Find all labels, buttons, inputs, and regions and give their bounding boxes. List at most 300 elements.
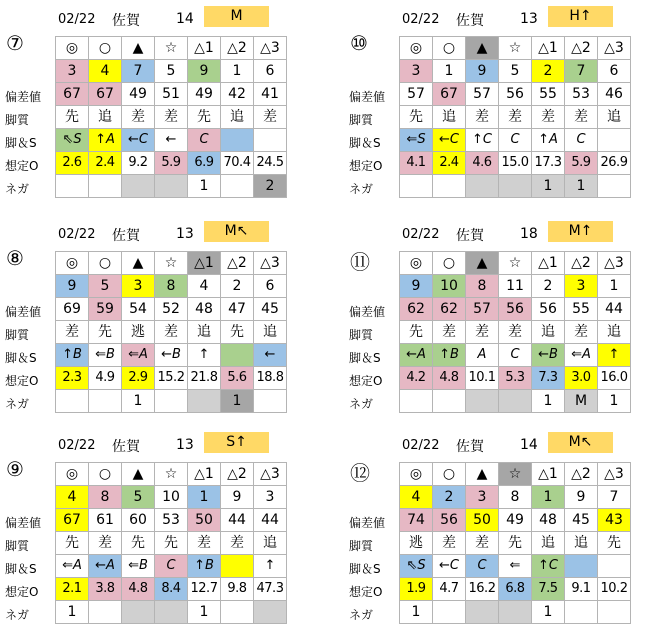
field-size: 14 [520, 437, 538, 453]
table-cell: ⇐ [499, 555, 532, 578]
table-cell: 3 [122, 275, 155, 298]
table-cell: ↑C [466, 129, 499, 152]
row-label: ネガ [5, 608, 30, 622]
grade-badge: S↑ [204, 432, 269, 453]
race-venue: 佐賀 [456, 439, 484, 455]
table-row [56, 152, 287, 175]
table-cell: ⇐B [89, 344, 122, 367]
row-label: 偏差値 [349, 305, 386, 319]
table-cell: 9 [400, 275, 433, 298]
table-cell: 4.8 [433, 367, 466, 390]
row-label: 脚質 [5, 113, 30, 127]
table-cell: 5.9 [565, 152, 598, 175]
table-cell: 4.8 [122, 578, 155, 601]
table-cell [565, 555, 598, 578]
table-cell: ◎ [56, 463, 89, 486]
table-cell: 10 [155, 486, 188, 509]
table-cell: △1 [188, 252, 221, 275]
table-row [56, 463, 287, 486]
table-cell: 差 [254, 106, 287, 129]
table-cell: △2 [221, 463, 254, 486]
table-cell: 追 [254, 321, 287, 344]
table-cell: 7.3 [532, 367, 565, 390]
race-venue: 佐賀 [112, 439, 140, 455]
table-cell: 差 [466, 321, 499, 344]
race-panel [0, 3, 325, 213]
table-cell: 3 [466, 486, 499, 509]
table-row [400, 298, 631, 321]
table-cell: ○ [433, 252, 466, 275]
row-label: 想定O [5, 374, 39, 388]
grade-badge: M↖ [548, 432, 613, 453]
table-cell [122, 601, 155, 624]
table-cell: 56 [499, 298, 532, 321]
table-cell: △2 [565, 463, 598, 486]
table-cell: 7 [122, 60, 155, 83]
table-cell: 21.8 [188, 367, 221, 390]
table-cell [598, 129, 631, 152]
table-cell: 差 [155, 321, 188, 344]
table-cell: ←C [433, 555, 466, 578]
table-cell: 追 [532, 321, 565, 344]
table-cell: 4.7 [433, 578, 466, 601]
table-cell: 追 [598, 106, 631, 129]
table-cell: 3 [56, 60, 89, 83]
table-cell [598, 555, 631, 578]
table-cell: 5 [122, 486, 155, 509]
prediction-table [55, 462, 287, 624]
table-cell: 53 [155, 509, 188, 532]
table-cell: 26.9 [598, 152, 631, 175]
table-cell: 56 [532, 298, 565, 321]
table-cell: ← [155, 129, 188, 152]
table-cell: 50 [188, 509, 221, 532]
table-cell: 67 [56, 509, 89, 532]
table-cell [254, 390, 287, 413]
table-cell: ▲ [122, 37, 155, 60]
table-cell: 51 [155, 83, 188, 106]
table-row [56, 390, 287, 413]
table-cell: △2 [565, 252, 598, 275]
table-cell: ○ [89, 252, 122, 275]
race-date: 02/22 [402, 438, 440, 453]
table-row [400, 275, 631, 298]
table-row [400, 106, 631, 129]
row-label: 脚＆S [349, 136, 381, 150]
table-row [400, 37, 631, 60]
table-cell: 9 [466, 60, 499, 83]
grade-badge: M↖ [204, 221, 269, 242]
table-cell: ○ [433, 463, 466, 486]
table-cell: 2.6 [56, 152, 89, 175]
table-cell [466, 175, 499, 198]
table-cell: 2.3 [56, 367, 89, 390]
table-cell: 追 [221, 106, 254, 129]
table-cell: △3 [254, 37, 287, 60]
table-cell: 差 [56, 321, 89, 344]
table-cell: 9 [56, 275, 89, 298]
table-cell: C [499, 129, 532, 152]
prediction-table [55, 36, 287, 198]
table-cell: 55 [532, 83, 565, 106]
field-size: 13 [176, 226, 194, 242]
table-cell [56, 175, 89, 198]
table-cell: △1 [532, 463, 565, 486]
table-cell: 3.8 [89, 578, 122, 601]
table-cell: 2.4 [89, 152, 122, 175]
table-cell: 3.0 [565, 367, 598, 390]
row-label: 脚＆S [5, 351, 37, 365]
table-row [400, 344, 631, 367]
table-cell: 1 [532, 601, 565, 624]
table-cell [499, 601, 532, 624]
table-cell: 53 [565, 83, 598, 106]
table-cell: 6.9 [188, 152, 221, 175]
table-cell: ▲ [466, 252, 499, 275]
table-cell: △2 [565, 37, 598, 60]
table-cell: 61 [89, 509, 122, 532]
race-number: ⑩ [350, 31, 368, 55]
grade-badge: M [204, 6, 269, 27]
row-label: 脚＆S [5, 562, 37, 576]
table-cell: 先 [56, 532, 89, 555]
table-cell: 15.0 [499, 152, 532, 175]
table-cell: 1 [221, 60, 254, 83]
table-row [56, 37, 287, 60]
row-label: 脚＆S [349, 562, 381, 576]
row-label: 想定O [349, 374, 383, 388]
table-cell: C [155, 555, 188, 578]
table-cell: 59 [89, 298, 122, 321]
table-cell: ○ [89, 463, 122, 486]
table-cell: 4.2 [400, 367, 433, 390]
race-panel [344, 429, 666, 639]
table-row [56, 555, 287, 578]
field-size: 13 [176, 437, 194, 453]
table-row [400, 367, 631, 390]
table-cell: 逃 [400, 532, 433, 555]
table-cell: 5.6 [221, 367, 254, 390]
table-cell: 先 [400, 106, 433, 129]
table-cell: 先 [221, 321, 254, 344]
table-cell [598, 601, 631, 624]
table-row [400, 321, 631, 344]
table-cell: 9 [565, 486, 598, 509]
table-cell: △3 [254, 463, 287, 486]
table-cell: △1 [188, 463, 221, 486]
table-cell: ←B [532, 344, 565, 367]
table-cell: 57 [466, 298, 499, 321]
grade-badge: H↑ [548, 6, 613, 27]
table-cell: 67 [433, 83, 466, 106]
table-row [400, 532, 631, 555]
race-date: 02/22 [58, 12, 96, 27]
table-row [56, 532, 287, 555]
table-cell: 50 [466, 509, 499, 532]
race-date: 02/22 [58, 438, 96, 453]
table-row [56, 578, 287, 601]
table-cell: C [565, 129, 598, 152]
table-cell: 1 [122, 390, 155, 413]
table-cell [89, 390, 122, 413]
table-row [56, 486, 287, 509]
table-cell: ◎ [400, 252, 433, 275]
table-row [400, 463, 631, 486]
field-size: 18 [520, 226, 538, 242]
table-cell: 差 [433, 532, 466, 555]
grade-badge: M↑ [548, 221, 613, 242]
table-row [400, 486, 631, 509]
table-cell: 15.2 [155, 367, 188, 390]
table-cell [400, 175, 433, 198]
table-cell [400, 390, 433, 413]
table-cell [155, 601, 188, 624]
table-cell: 2 [433, 486, 466, 509]
table-cell: 62 [433, 298, 466, 321]
table-cell: ←A [400, 344, 433, 367]
table-cell: 48 [532, 509, 565, 532]
table-row [400, 83, 631, 106]
row-label: 偏差値 [349, 516, 386, 530]
table-cell: 先 [122, 532, 155, 555]
table-cell: 先 [499, 532, 532, 555]
table-cell: 55 [565, 298, 598, 321]
table-cell: 3 [254, 486, 287, 509]
table-cell: 49 [188, 83, 221, 106]
table-cell: 10.1 [466, 367, 499, 390]
table-cell: 2 [254, 175, 287, 198]
table-cell: 2.4 [433, 152, 466, 175]
table-cell: ☆ [499, 252, 532, 275]
table-cell: 45 [254, 298, 287, 321]
table-cell: 9.2 [122, 152, 155, 175]
table-cell: 42 [221, 83, 254, 106]
table-cell: 差 [466, 106, 499, 129]
table-cell: 10.2 [598, 578, 631, 601]
table-cell: 9 [188, 60, 221, 83]
table-cell: ▲ [466, 463, 499, 486]
table-cell: ☆ [155, 463, 188, 486]
table-cell: 7 [565, 60, 598, 83]
table-cell: 12.7 [188, 578, 221, 601]
race-date: 02/22 [402, 227, 440, 242]
table-cell: ○ [89, 37, 122, 60]
table-cell: 1 [532, 486, 565, 509]
table-row [56, 106, 287, 129]
table-cell: 74 [400, 509, 433, 532]
table-cell: 先 [89, 321, 122, 344]
table-cell: 差 [122, 106, 155, 129]
table-cell: 5 [155, 60, 188, 83]
table-cell: 追 [89, 106, 122, 129]
table-cell: C [499, 344, 532, 367]
table-cell: ←C [433, 129, 466, 152]
race-number: ⑨ [6, 457, 24, 481]
table-cell: 1 [532, 390, 565, 413]
table-cell: 5.3 [499, 367, 532, 390]
table-cell: ↑B [56, 344, 89, 367]
table-cell: 67 [89, 83, 122, 106]
table-cell: 8 [155, 275, 188, 298]
table-cell: △2 [221, 37, 254, 60]
table-row [56, 275, 287, 298]
table-cell: 9 [221, 486, 254, 509]
row-label: 脚質 [349, 113, 374, 127]
table-cell: 追 [188, 321, 221, 344]
row-label: 脚＆S [349, 351, 381, 365]
table-cell [598, 175, 631, 198]
table-cell: 9.1 [565, 578, 598, 601]
table-row [56, 509, 287, 532]
table-cell: 44 [221, 509, 254, 532]
table-cell [221, 129, 254, 152]
table-cell: 47.3 [254, 578, 287, 601]
row-label: 偏差値 [5, 516, 42, 530]
table-cell: 10 [433, 275, 466, 298]
table-cell: 4.1 [400, 152, 433, 175]
table-cell: 差 [499, 321, 532, 344]
table-cell: 8 [466, 275, 499, 298]
table-cell: 5 [499, 60, 532, 83]
table-cell: 先 [155, 532, 188, 555]
table-cell [89, 601, 122, 624]
row-label: 脚質 [5, 539, 30, 553]
table-cell [254, 129, 287, 152]
table-cell: 16.2 [466, 578, 499, 601]
table-cell: 1 [598, 275, 631, 298]
race-panel [0, 218, 325, 428]
table-cell: 差 [221, 532, 254, 555]
table-cell: ▲ [466, 37, 499, 60]
table-cell [221, 344, 254, 367]
table-cell [221, 601, 254, 624]
table-cell: 49 [122, 83, 155, 106]
table-cell: 2 [221, 275, 254, 298]
table-row [56, 129, 287, 152]
table-row [400, 578, 631, 601]
table-cell: ◎ [56, 37, 89, 60]
table-cell: 8 [89, 486, 122, 509]
table-cell: 1 [532, 175, 565, 198]
table-cell: 追 [598, 321, 631, 344]
table-row [400, 509, 631, 532]
table-cell: 7 [598, 486, 631, 509]
race-date: 02/22 [58, 227, 96, 242]
table-cell: 69 [56, 298, 89, 321]
table-row [400, 601, 631, 624]
table-cell: 2.1 [56, 578, 89, 601]
table-cell: 1 [188, 175, 221, 198]
table-cell: 56 [499, 83, 532, 106]
table-cell: 2 [532, 275, 565, 298]
table-row [56, 60, 287, 83]
race-number: ⑧ [6, 246, 24, 270]
table-cell [499, 390, 532, 413]
table-cell: 4 [56, 486, 89, 509]
field-size: 14 [176, 11, 194, 27]
table-cell: C [466, 555, 499, 578]
table-row [400, 175, 631, 198]
table-row [56, 83, 287, 106]
table-cell: 差 [499, 106, 532, 129]
table-cell [56, 390, 89, 413]
table-cell: ◎ [400, 463, 433, 486]
table-cell [565, 601, 598, 624]
table-cell: 差 [532, 106, 565, 129]
table-cell [155, 175, 188, 198]
table-cell: △3 [254, 252, 287, 275]
row-label: 脚質 [5, 328, 30, 342]
table-cell: ⇐A [122, 344, 155, 367]
race-venue: 佐賀 [112, 228, 140, 244]
table-cell: 8.4 [155, 578, 188, 601]
table-cell: 1.9 [400, 578, 433, 601]
table-cell: 追 [565, 532, 598, 555]
table-cell: 57 [466, 83, 499, 106]
row-label: ネガ [5, 397, 30, 411]
row-label: ネガ [349, 397, 374, 411]
table-cell: 3 [565, 275, 598, 298]
table-cell: 1 [598, 390, 631, 413]
table-cell [499, 175, 532, 198]
table-cell: 52 [155, 298, 188, 321]
table-cell: 56 [433, 509, 466, 532]
table-cell: ↑ [188, 344, 221, 367]
table-cell: 4.9 [89, 367, 122, 390]
row-label: 想定O [5, 159, 39, 173]
table-row [400, 129, 631, 152]
table-cell: 差 [433, 321, 466, 344]
table-cell: 7.5 [532, 578, 565, 601]
table-cell: ↑A [89, 129, 122, 152]
table-cell: 43 [598, 509, 631, 532]
table-cell: 1 [565, 175, 598, 198]
table-cell: ↑ [598, 344, 631, 367]
table-row [56, 321, 287, 344]
race-panel [344, 218, 666, 428]
table-cell: 1 [400, 601, 433, 624]
table-cell: ↑ [254, 555, 287, 578]
table-cell: ▲ [122, 463, 155, 486]
table-cell [433, 175, 466, 198]
table-cell: 57 [400, 83, 433, 106]
row-label: 想定O [349, 585, 383, 599]
table-cell: 11 [499, 275, 532, 298]
table-cell: 17.3 [532, 152, 565, 175]
table-cell [221, 175, 254, 198]
table-cell: ▲ [122, 252, 155, 275]
table-cell: △1 [532, 37, 565, 60]
table-cell: ←B [155, 344, 188, 367]
table-cell [122, 175, 155, 198]
table-cell: ☆ [155, 252, 188, 275]
row-label: 想定O [5, 585, 39, 599]
table-cell: 1 [56, 601, 89, 624]
table-cell: 18.8 [254, 367, 287, 390]
table-cell: ⇖S [56, 129, 89, 152]
table-cell: 16.0 [598, 367, 631, 390]
table-cell: ⇐S [400, 129, 433, 152]
table-cell: ⇐A [56, 555, 89, 578]
table-cell [254, 601, 287, 624]
table-cell: 8 [499, 486, 532, 509]
table-cell: 追 [433, 106, 466, 129]
table-cell: △1 [532, 252, 565, 275]
table-row [56, 601, 287, 624]
table-cell: 48 [188, 298, 221, 321]
table-cell: 1 [221, 390, 254, 413]
table-cell: 9.8 [221, 578, 254, 601]
